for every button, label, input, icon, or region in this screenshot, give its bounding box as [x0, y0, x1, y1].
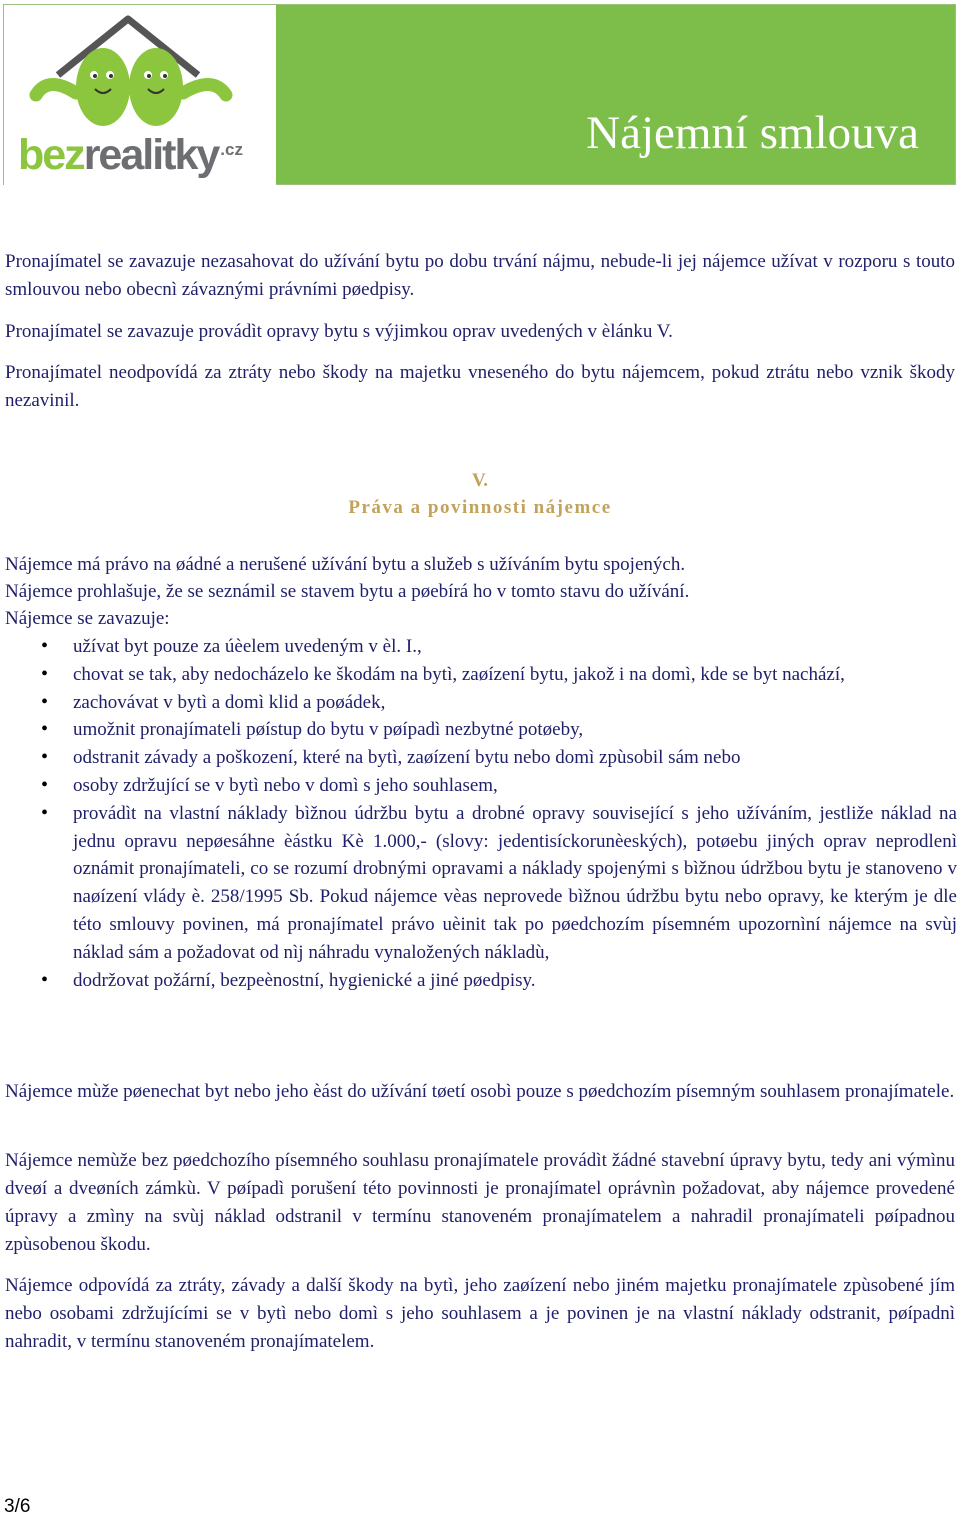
logo-figures-icon — [18, 15, 258, 127]
paragraph-tenant-rights: Nájemce má právo na øádné a nerušené užívání bytu a služeb s užíváním bytu spojených. — [5, 554, 686, 575]
paragraph-tenant-declaration: Nájemce prohlašuje, že se seznámil se stavem bytu a pøebírá ho v tomto stavu do užívání. — [5, 581, 690, 602]
logo-text-bez: bez — [18, 131, 84, 179]
bezrealitky-logo — [4, 5, 276, 186]
list-item: • osoby zdržující se v bytì nebo v domì s jeho souhlasem, — [73, 772, 957, 800]
logo-wordmark — [18, 125, 243, 180]
paragraph-landlord-liability: Pronajímatel neodpovídá za ztráty nebo škody na majetku vneseného do bytu nájemcem, pokud ztrátu nebo vznik škody nezavinil. — [5, 362, 955, 411]
paragraph-tenant-liability: Nájemce odpovídá za ztráty, závady a další škody na bytì, jeho zaøízení nebo jiném majetku pronajímatele zpùsobené jím nebo osobami zdržujícími se v bytì nebo domì s jeho souhlasem a je povinen je na vlastní náklady odstranit, pøípadnì nahradit, v termínu stanoveném pronajímatelem. — [5, 1275, 955, 1352]
list-item: • umožnit pronajímateli pøístup do bytu v pøípadì nezbytné potøeby, — [73, 716, 957, 744]
paragraph-landlord-repairs: Pronajímatel se zavazuje provádìt opravy bytu s výjimkou oprav uvedených v èlánku V. — [5, 321, 673, 342]
logo-text-realitky: realitky — [83, 131, 219, 179]
list-item: • dodržovat požární, bezpeènostní, hygienické a jiné pøedpisy. — [73, 967, 957, 995]
paragraph-tenant-obligations-intro: Nájemce se zavazuje: — [5, 608, 170, 629]
document-header — [3, 4, 956, 185]
logo-text-tld: .cz — [220, 140, 243, 159]
section-title: Práva a povinnosti nájemce — [348, 497, 612, 518]
paragraph-sublease: Nájemce mùže pøenechat byt nebo jeho èást do užívání tøetí osobì pouze s pøedchozím písemným souhlasem pronajímatele. — [5, 1081, 955, 1102]
section-number: V. — [471, 470, 489, 491]
tenant-obligations-list — [73, 633, 957, 994]
list-item: • užívat byt pouze za úèelem uvedeným v èl. I., — [73, 633, 957, 661]
paragraph-landlord-non-interference: Pronajímatel se zavazuje nezasahovat do užívání bytu po dobu trvání nájmu, nebude-li jej nájemce užívat v rozporu s touto smlouvou nebo obecnì závaznými právními pøedpisy. — [5, 251, 955, 300]
list-item: • provádìt na vlastní náklady bìžnou údržbu bytu a drobné opravy související s jeho užíváním, jestliže náklad na jednu opravu nepøesáhne èástku Kè 1.000,- (slovy: jedentisíckorunèeských), potøebu jiných oprav neprodlenì oznámit pronajímateli, co se rozumí drobnými opravami a náklady spojenými s bìžnou údržbou bytu je stanoveno v naøízení vlády è. 258/1995 Sb. Pokud nájemce vèas neprovede bìžnou údržbu bytu nebo opravy, ke kterým je dle této smlouvy povinen, má pronajímatel právo uèinit tak po pøedchozím písemném upozornìní nájemce na svùj náklad sám a požadovat od nìj náhradu vynaložených nákladù, — [73, 800, 957, 967]
list-item: • chovat se tak, aby nedocházelo ke škodám na bytì, zaøízení bytu, jakož i na domì, kde se byt nachází, — [73, 661, 957, 689]
document-title: Nájemní smlouva — [586, 107, 919, 159]
list-item: • odstranit závady a poškození, které na bytì, zaøízení bytu nebo domì zpùsobil sám nebo — [73, 744, 957, 772]
paragraph-alterations: Nájemce nemùže bez pøedchozího písemného souhlasu pronajímatele provádìt žádné stavební úpravy bytu, tedy ani výmìnu dveøí a dveøních zámkù. V pøípadì porušení této povinnosti je pronajímatel oprávnìn požadovat, aby nájemce provedené úpravy a zmìny na svùj náklad odstranil v termínu stanoveném pronajímatelem a nahradil pronajímateli pøípadnou zpùsobenou škodu. — [5, 1150, 955, 1255]
list-item: • zachovávat v bytì a domì klid a poøádek, — [73, 689, 957, 717]
page-number: 3/6 — [4, 1496, 31, 1517]
